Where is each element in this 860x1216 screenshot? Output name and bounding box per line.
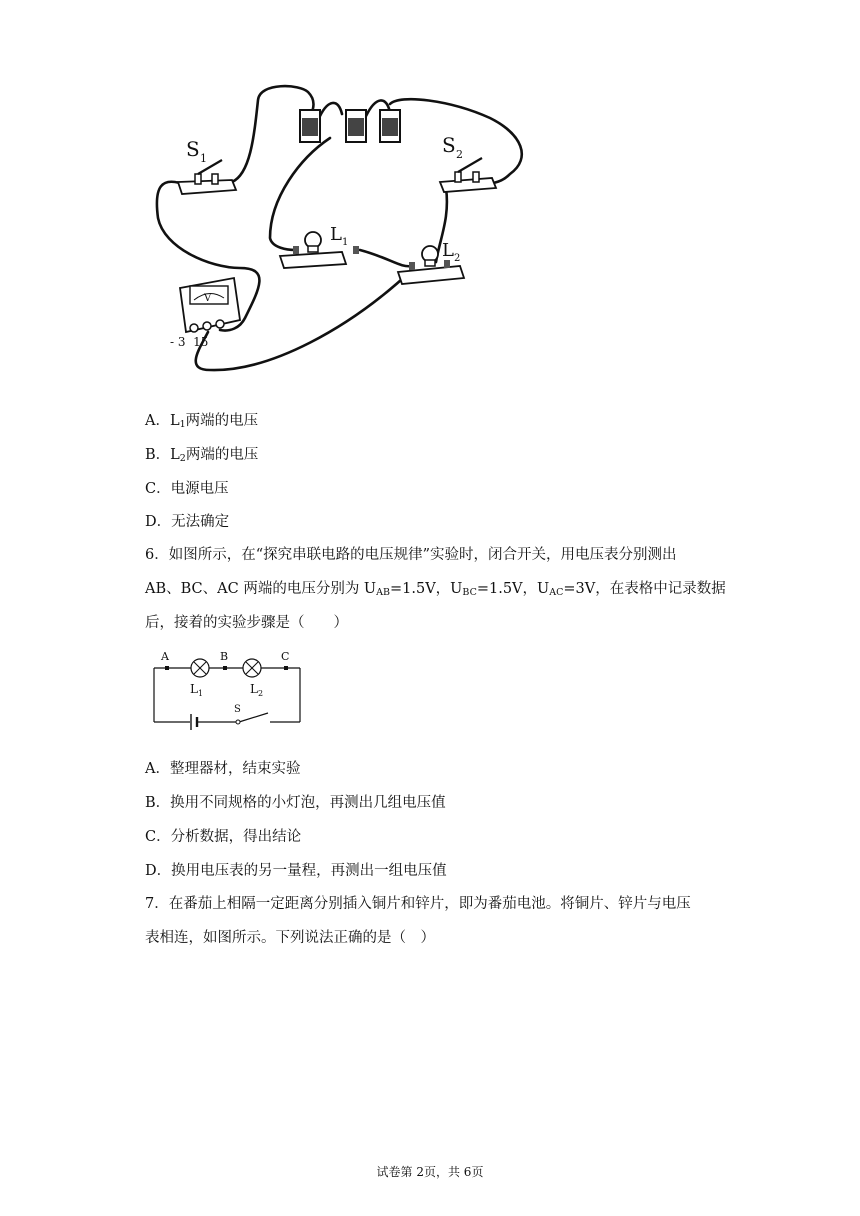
page-footer: 试卷第 2页，共 6页 xyxy=(376,1165,484,1179)
node-a-label: A xyxy=(161,650,169,663)
svg-text:2: 2 xyxy=(258,689,264,698)
q7-stem-line1: 7．在番茄上相隔一定距离分别插入铜片和锌片，即为番茄电池。将铜片、锌片与电压 xyxy=(145,896,691,912)
lamp-l2 xyxy=(398,240,464,284)
q6-stem-line2: AB、BC、AC 两端的电压分别为 $U_{AB}=1.5V$，$U_{BC}=1.5V$，$U_{AC}=3V$，在表格中记录数据 xyxy=(145,581,726,598)
switch-s1 xyxy=(178,137,236,194)
q6-stem-line3: 后，接着的实验步骤是（ ） xyxy=(145,615,348,631)
svg-text:2: 2 xyxy=(456,148,463,161)
q6-option-d: D．换用电压表的另一量程，再测出一组电压值 xyxy=(145,863,447,879)
l2-label: L xyxy=(442,240,454,261)
s1-label: S xyxy=(186,137,200,161)
q5-option-d: D．无法确定 xyxy=(145,514,230,530)
series-circuit-schematic xyxy=(150,646,305,736)
l2-symbol-label: L xyxy=(250,682,258,696)
node-b-label: B xyxy=(220,650,229,663)
svg-text:2: 2 xyxy=(454,253,461,264)
q7-stem-line2: 表相连，如图所示。下列说法正确的是（ ） xyxy=(145,930,435,946)
svg-text:1: 1 xyxy=(198,689,204,698)
q6-option-b: B．换用不同规格的小灯泡，再测出几组电压值 xyxy=(145,795,446,811)
meter-label: V xyxy=(204,293,212,304)
circuit-wiring-figure xyxy=(150,78,540,378)
meter-terminals: - 3 15 xyxy=(170,335,209,349)
svg-text:1: 1 xyxy=(200,152,207,165)
lamp-l1 xyxy=(280,224,359,268)
lamp-l1-symbol xyxy=(191,659,209,677)
q6-option-c: C．分析数据，得出结论 xyxy=(145,829,302,845)
q5-option-c: C．电源电压 xyxy=(145,481,229,497)
q6-stem-line1: 6．如图所示，在“探究串联电路的电压规律”实验时，闭合开关，用电压表分别测出 xyxy=(145,547,677,563)
switch-s-label: S xyxy=(234,704,241,715)
l1-symbol-label: L xyxy=(190,682,198,696)
node-c-label: C xyxy=(281,650,290,663)
s2-label: S xyxy=(442,133,456,157)
q5-option-a: A．$L_1$两端的电压 xyxy=(145,413,259,430)
voltmeter xyxy=(170,278,240,349)
lamp-l2-symbol xyxy=(243,659,261,677)
switch-s2 xyxy=(440,133,496,192)
q6-option-a: A．整理器材，结束实验 xyxy=(145,761,301,777)
l1-label: L xyxy=(330,224,342,245)
q5-option-b: B．$L_2$两端的电压 xyxy=(145,447,259,464)
svg-text:1: 1 xyxy=(342,237,349,248)
battery-cells xyxy=(300,110,400,142)
